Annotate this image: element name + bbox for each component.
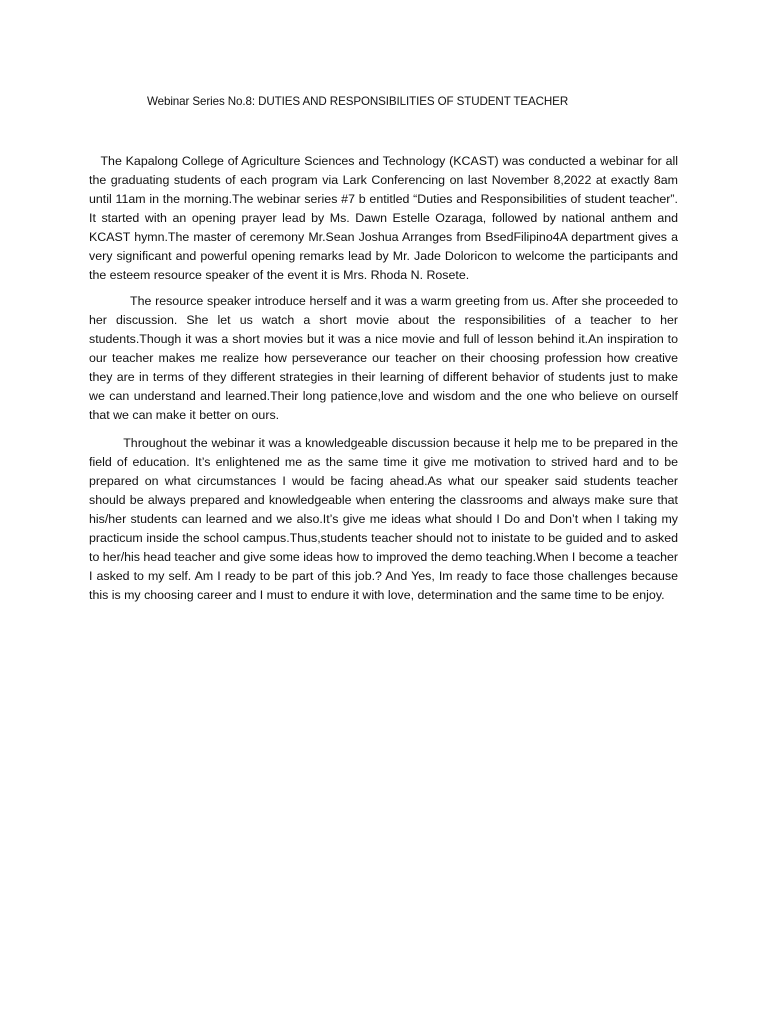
paragraph-reflection: Throughout the webinar it was a knowledgeable discussion because it help me to be prepared in the field of education. It’s enlightened me as the same time it give me motivation to strived hard and to be prepared on what circumstances I would be facing ahead.As what our speaker said students teacher should be always prepared and knowledgeable when entering the classrooms and always make sure that his/her students can learned and we also.It’s give me ideas what should I Do and Don’t when I taking my practicum inside the school campus.Thus,students teacher should not to inistate to be guided and to asked to her/his head teacher and give some ideas how to improved the demo teaching.When I become a teacher I asked to my self. Am I ready to be part of this job.? And Yes, Im ready to face those challenges because this is my choosing career and I must to endure it with love, determination and the same time to be enjoy. — [89, 436, 678, 602]
paragraph-introduction: The Kapalong College of Agriculture Sciences and Technology (KCAST) was conducted a webinar for all the graduating students of each program via Lark Conferencing on last November 8,2022 at exactly 8am until 11am in the morning.The webinar series #7 b entitled “Duties and Responsibilities of student teacher”. It started with an opening prayer lead by Ms. Dawn Estelle Ozaraga, followed by national anthem and KCAST hymn.The master of ceremony Mr.Sean Joshua Arranges from BsedFilipino4A department gives a very significant and powerful opening remarks lead by Mr. Jade Doloricon to welcome the participants and the esteem resource speaker of the event it is Mrs. Rhoda N. Rosete. — [89, 154, 678, 282]
paragraph-resource-speaker: The resource speaker introduce herself and it was a warm greeting from us. After she proceeded to her discussion. She let us watch a short movie about the responsibilities of a teacher to her students.Though it was a short movies but it was a nice movie and full of lesson behind it.An inspiration to our teacher makes me realize how perseverance our teacher on their choosing profession how creative they are in terms of they different strategies in their learning of different behavior of students just to make we can understand and learned.Their long patience,love and wisdom and the one who believe on ourself that we can make it better on ours. — [89, 294, 678, 422]
document-title: Webinar Series No.8: DUTIES AND RESPONSIBILITIES OF STUDENT TEACHER — [147, 95, 569, 108]
